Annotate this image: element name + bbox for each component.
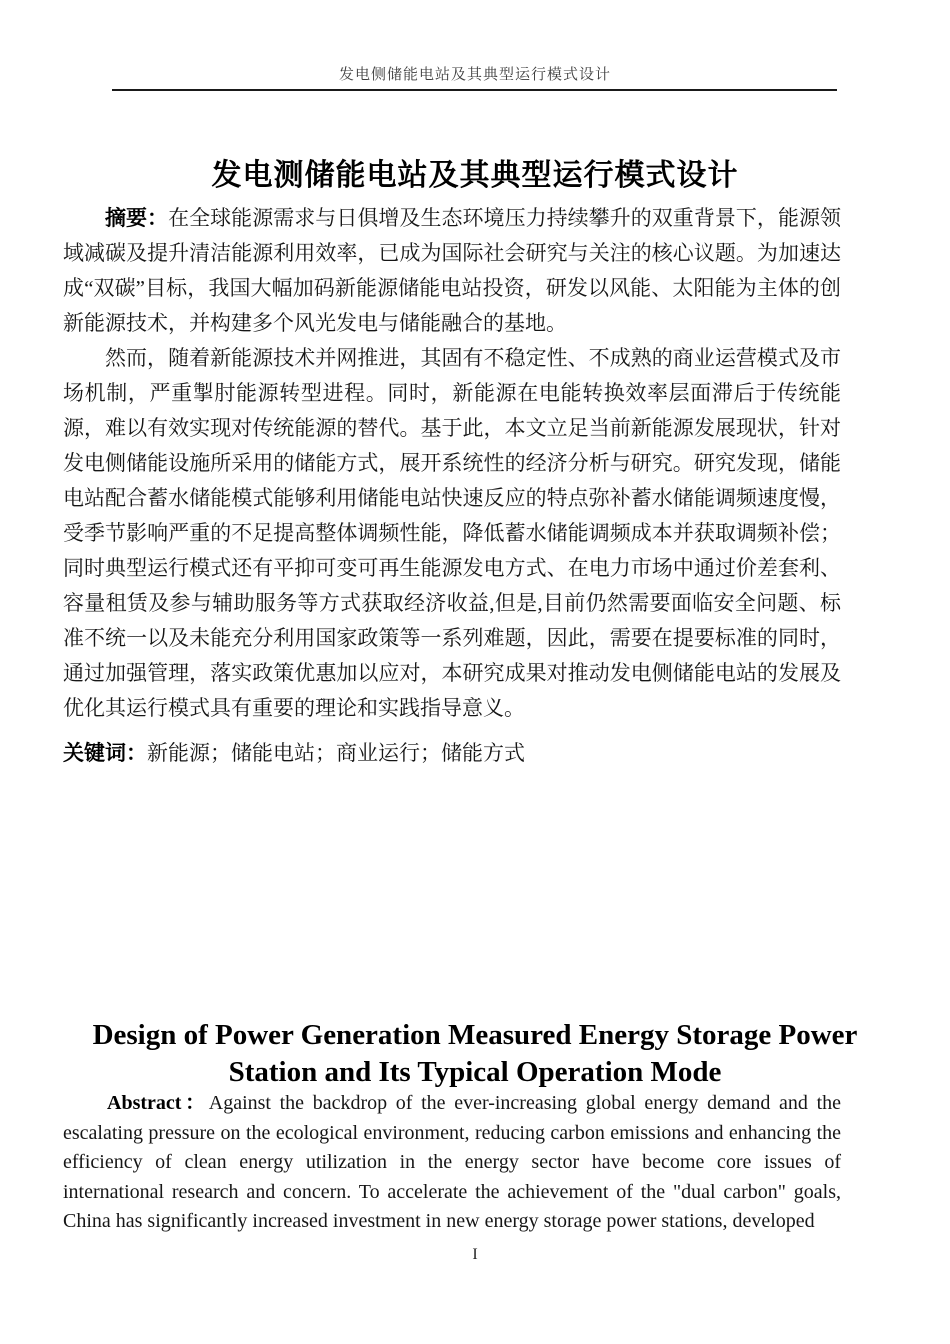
- chinese-abstract-paragraph-2: [63, 341, 841, 726]
- keywords-label-cn: 关键词：: [63, 742, 147, 765]
- english-abstract-paragraph: [63, 1089, 841, 1237]
- abstract-label-en: Abstract：: [107, 1092, 209, 1114]
- chinese-abstract-paragraph-1: [63, 201, 841, 341]
- running-header: 发电侧储能电站及其典型运行模式设计: [338, 67, 611, 83]
- chinese-abstract-block: [63, 201, 841, 771]
- english-title: Design of Power Generation Measured Energy Storage Power Station and Its Typical Operation Mode: [92, 1019, 858, 1089]
- keywords-line: [63, 736, 841, 771]
- chinese-abstract-text-2: 然而，随着新能源技术并网推进，其固有不稳定性、不成熟的商业运营模式及市场机制，严重掣肘能源转型进程。同时，新能源在电能转换效率层面滞后于传统能源，难以有效实现对传统能源的替代。基于此，本文立足当前新能源发展现状，针对发电侧储能设施所采用的储能方式，展开系统性的经济分析与研究。研究发现，储能电站配合蓄水储能模式能够利用储能电站快速反应的特点弥补蓄水储能调频速度慢，受季节影响严重的不足提高整体调频性能，降低蓄水储能调频成本并获取调频补偿；同时典型运行模式还有平抑可变可再生能源发电方式、在电力市场中通过价差套利、容量租赁及参与辅助服务等方式获取经济收益,但是,目前仍然需要面临安全问题、标准不统一以及未能充分利用国家政策等一系列难题，因此，需要在提要标准的同时，通过加强管理，落实政策优惠加以应对，本研究成果对推动发电侧储能电站的发展及优化其运行模式具有重要的理论和实践指导意义。: [63, 346, 841, 720]
- english-abstract-block: [63, 1089, 841, 1237]
- header-divider-rule: [112, 89, 837, 91]
- keywords-text: 新能源；储能电站；商业运行；储能方式: [147, 741, 525, 765]
- chinese-title: 发电测储能电站及其典型运行模式设计: [211, 159, 739, 193]
- abstract-label-cn: 摘要：: [105, 207, 169, 230]
- chinese-abstract-text-1: 在全球能源需求与日俱增及生态环境压力持续攀升的双重背景下，能源领域减碳及提升清洁能源利用效率，已成为国际社会研究与关注的核心议题。为加速达成“双碳”目标，我国大幅加码新能源储能电站投资，研发以风能、太阳能为主体的创新能源技术，并构建多个风光发电与储能融合的基地。: [63, 206, 842, 335]
- page-number: I: [472, 1246, 478, 1263]
- english-abstract-text: Against the backdrop of the ever-increasing global energy demand and the escalating pressure on the ecological environment, reducing carbon emissions and enhancing the efficiency of clean energy utilization in the energy sector have become core issues of international research and concern. To accelerate the achievement of the "dual carbon" goals, China has significantly increased investment in new energy storage power stations, developed: [63, 1092, 841, 1232]
